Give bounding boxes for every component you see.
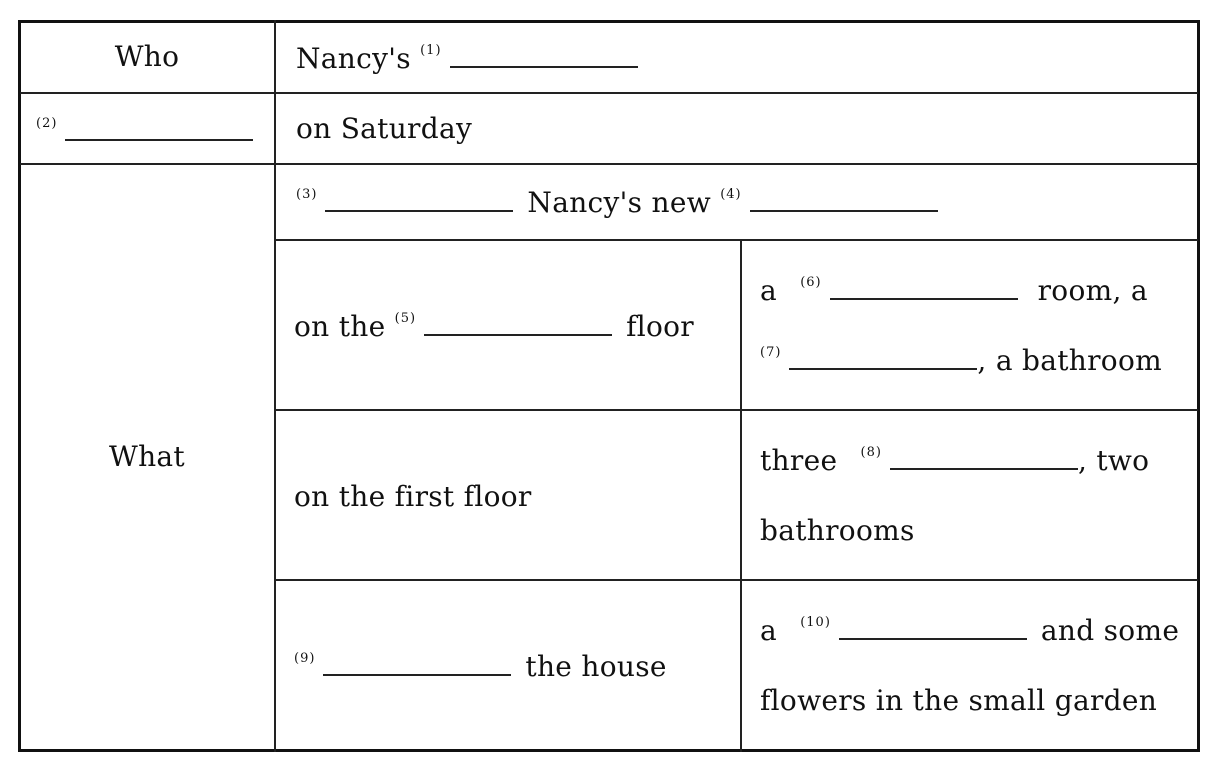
what-header	[296, 186, 952, 226]
row-divider-who	[20, 92, 1198, 94]
blank-number-8: (8)	[860, 445, 882, 460]
column-divider-label	[274, 20, 276, 752]
blank-2[interactable]	[65, 115, 253, 141]
blank-number-7: (7)	[760, 345, 782, 360]
blank-4[interactable]	[750, 186, 938, 212]
sub3-right-line1	[760, 614, 1179, 654]
sub2-right-line1	[760, 444, 1149, 484]
sub2-right-a: three	[760, 444, 838, 477]
sub1-left-prefix: on the	[294, 310, 386, 343]
sub3-left-suffix: the house	[525, 650, 667, 683]
blank-9[interactable]	[323, 650, 511, 676]
blank-5[interactable]	[424, 310, 612, 336]
blank-6[interactable]	[830, 274, 1018, 300]
blank-3[interactable]	[325, 186, 513, 212]
sub3-right-line2: flowers in the small garden	[760, 684, 1158, 717]
sub1-right-a: a	[760, 274, 777, 307]
blank-8[interactable]	[890, 444, 1078, 470]
blank-1[interactable]	[450, 42, 638, 68]
row-divider-what-header	[276, 239, 1198, 241]
blank-number-10: (10)	[800, 615, 831, 630]
blank-number-9: (9)	[294, 651, 316, 666]
who-content	[296, 42, 652, 82]
blank-number-2: (2)	[36, 116, 58, 131]
who-prefix: Nancy's	[296, 42, 411, 75]
row-divider-when	[20, 163, 1198, 165]
what-label: What	[109, 440, 185, 473]
blank-10[interactable]	[839, 614, 1027, 640]
blank-number-1: (1)	[420, 43, 442, 58]
sub1-right-line1	[760, 274, 1148, 314]
when-label-blank	[36, 115, 267, 155]
column-divider-detail	[740, 239, 742, 752]
when-content: on Saturday	[296, 112, 473, 145]
blank-number-3: (3)	[296, 187, 318, 202]
sub3-left	[294, 650, 667, 690]
sub2-right-b: , two	[1077, 444, 1150, 477]
sub2-left: on the first floor	[294, 480, 532, 513]
row-divider-sub2	[276, 579, 1198, 581]
blank-number-5: (5)	[394, 311, 417, 326]
who-label: Who	[114, 40, 180, 73]
blank-7[interactable]	[789, 344, 977, 370]
sub3-right-b: and some	[1040, 614, 1180, 647]
sub1-left-suffix: floor	[626, 310, 694, 343]
row-divider-sub1	[276, 409, 1198, 411]
blank-number-4: (4)	[720, 187, 742, 202]
sub1-left	[294, 310, 694, 350]
blank-number-6: (6)	[800, 275, 822, 290]
sub1-right-line2	[760, 344, 1162, 384]
sub2-right-line2: bathrooms	[760, 514, 915, 547]
what-header-middle: Nancy's new	[527, 186, 711, 219]
sub1-right-line2-text: , a bathroom	[977, 344, 1162, 377]
sub1-right-b: room, a	[1037, 274, 1148, 307]
sub3-right-a: a	[760, 614, 777, 647]
